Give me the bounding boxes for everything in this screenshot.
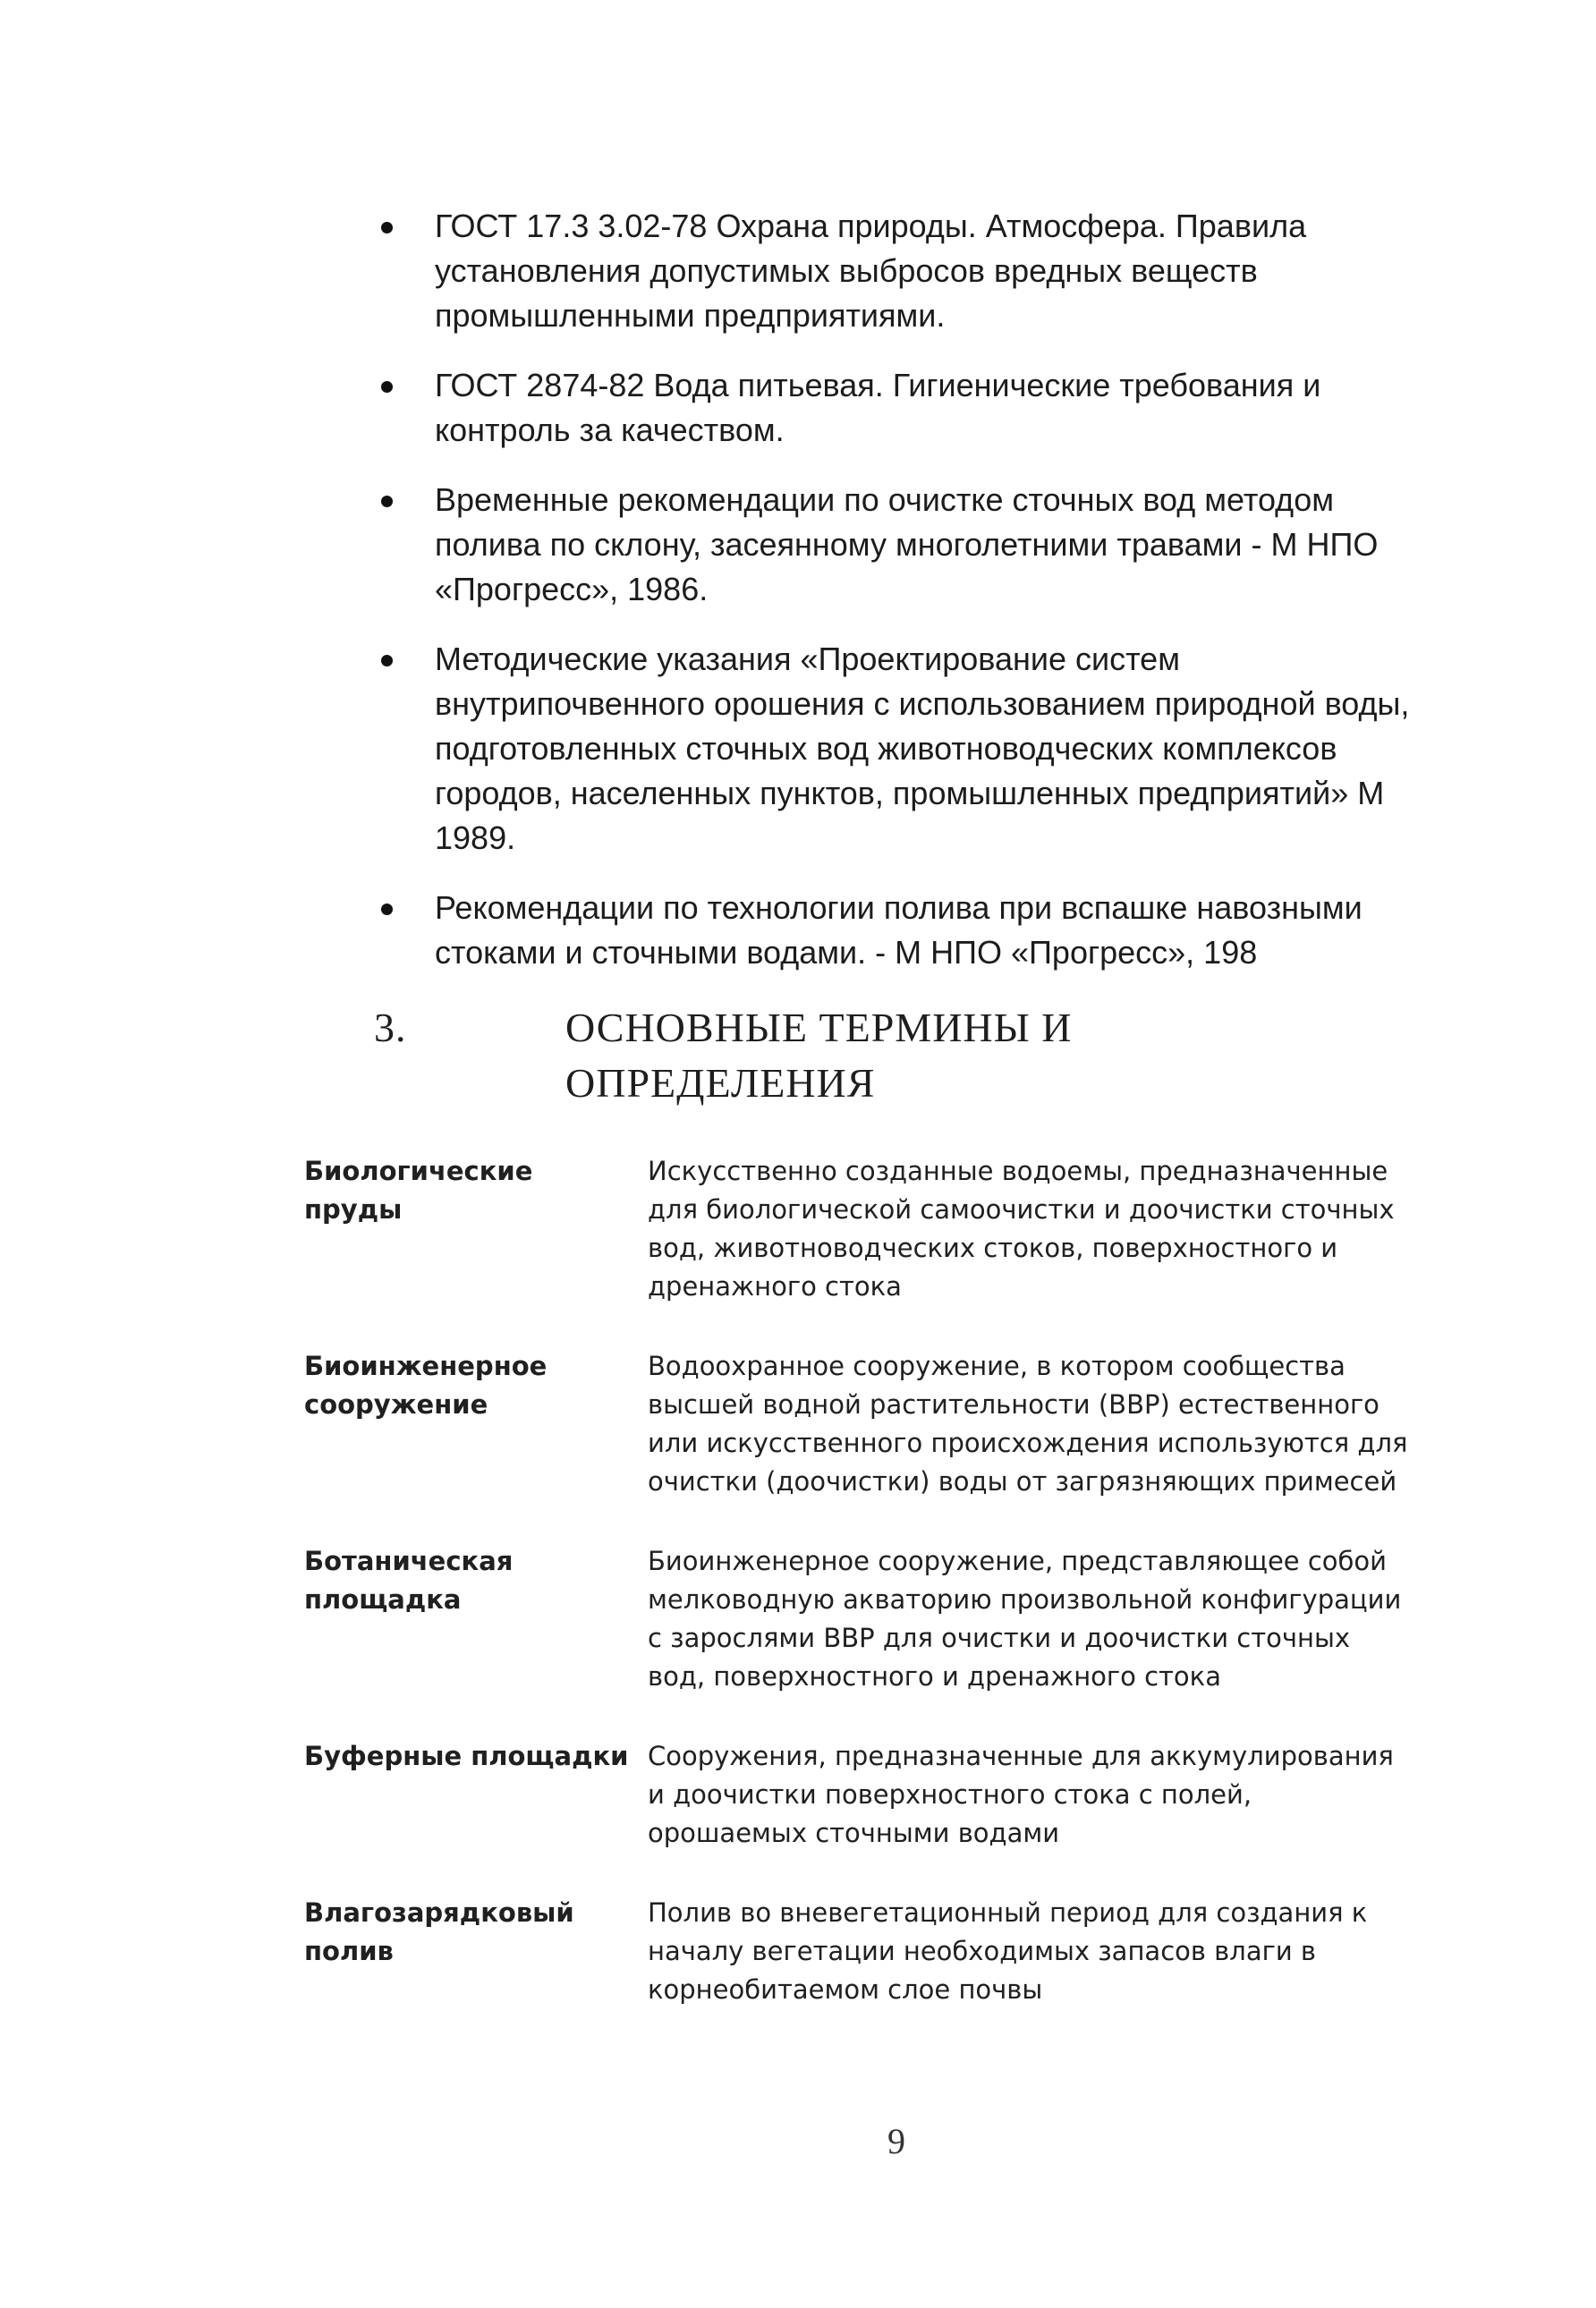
bullet-icon — [381, 655, 393, 666]
reference-text: Рекомендации по технологии полива при вспашке навозными стоками и сточными водами. - М НПО «Прогресс», 198 — [435, 889, 1363, 971]
reference-text: ГОСТ 2874-82 Вода питьевая. Гигиенические требования и контроль за качеством. — [435, 367, 1321, 448]
reference-item — [374, 204, 1439, 338]
term-definition: Сооружения, предназначенные для аккумулирования и доочистки поверхностного стока с полей, орошаемых сточными водами — [648, 1741, 1394, 1848]
reference-item — [374, 637, 1439, 861]
reference-item — [374, 363, 1439, 453]
terms-table — [304, 1152, 1413, 2050]
bullet-icon — [381, 381, 393, 393]
page-number: 9 — [887, 2121, 905, 2161]
reference-text: ГОСТ 17.3 3.02-78 Охрана природы. Атмосфера. Правила установления допустимых выбросов вредных веществ промышленными предприятиями. — [435, 208, 1307, 334]
bullet-icon — [381, 222, 393, 233]
term-name: Буферные площадки — [304, 1741, 629, 1771]
reference-text: Временные рекомендации по очистке сточных вод методом полива по склону, засеянному многолетними травами - М НПО «Прогресс», 1986. — [435, 481, 1379, 607]
term-row — [304, 1737, 1413, 1853]
term-row — [304, 1542, 1413, 1696]
section-title: ОСНОВНЫЕ ТЕРМИНЫ И ОПРЕДЕЛЕНИЯ — [565, 1005, 1073, 1106]
term-name: Ботаническая площадка — [304, 1546, 514, 1615]
term-definition: Полив во вневегетационный период для создания к началу вегетации необходимых запасов влаги в корнеобитаемом слое почвы — [648, 1897, 1368, 2005]
term-definition: Водоохранное сооружение, в котором сообщества высшей водной растительности (ВВР) естественного или искусственного происхождения используются для очистки (доочистки) воды от загрязняющих примесей — [648, 1351, 1408, 1497]
term-name: Влагозарядковый полив — [304, 1897, 574, 1966]
reference-item — [374, 886, 1439, 975]
section-number: 3. — [374, 1005, 407, 1050]
reference-item — [374, 478, 1439, 612]
term-definition: Биоинженерное сооружение, представляющее собой мелководную акваторию произвольной конфигурации с зарослями ВВР для очистки и доочистки сточных вод, поверхностного и дренажного стока — [648, 1546, 1402, 1692]
term-name: Биоинженерное сооружение — [304, 1351, 548, 1420]
term-definition: Искусственно созданные водоемы, предназначенные для биологической самоочистки и доочистки сточных вод, животноводческих стоков, поверхностного и дренажного стока — [648, 1156, 1395, 1302]
references-list — [374, 204, 1439, 1000]
reference-text: Методические указания «Проектирование систем внутрипочвенного орошения с использованием природной воды, подготовленных сточных вод животноводческих комплексов городов, населенных пунктов, промышленных предприятий» М 1989. — [435, 641, 1410, 856]
term-row — [304, 1894, 1413, 2009]
term-row — [304, 1152, 1413, 1306]
term-row — [304, 1347, 1413, 1501]
term-name: Биологические пруды — [304, 1156, 533, 1225]
bullet-icon — [381, 496, 393, 507]
bullet-icon — [381, 904, 393, 915]
